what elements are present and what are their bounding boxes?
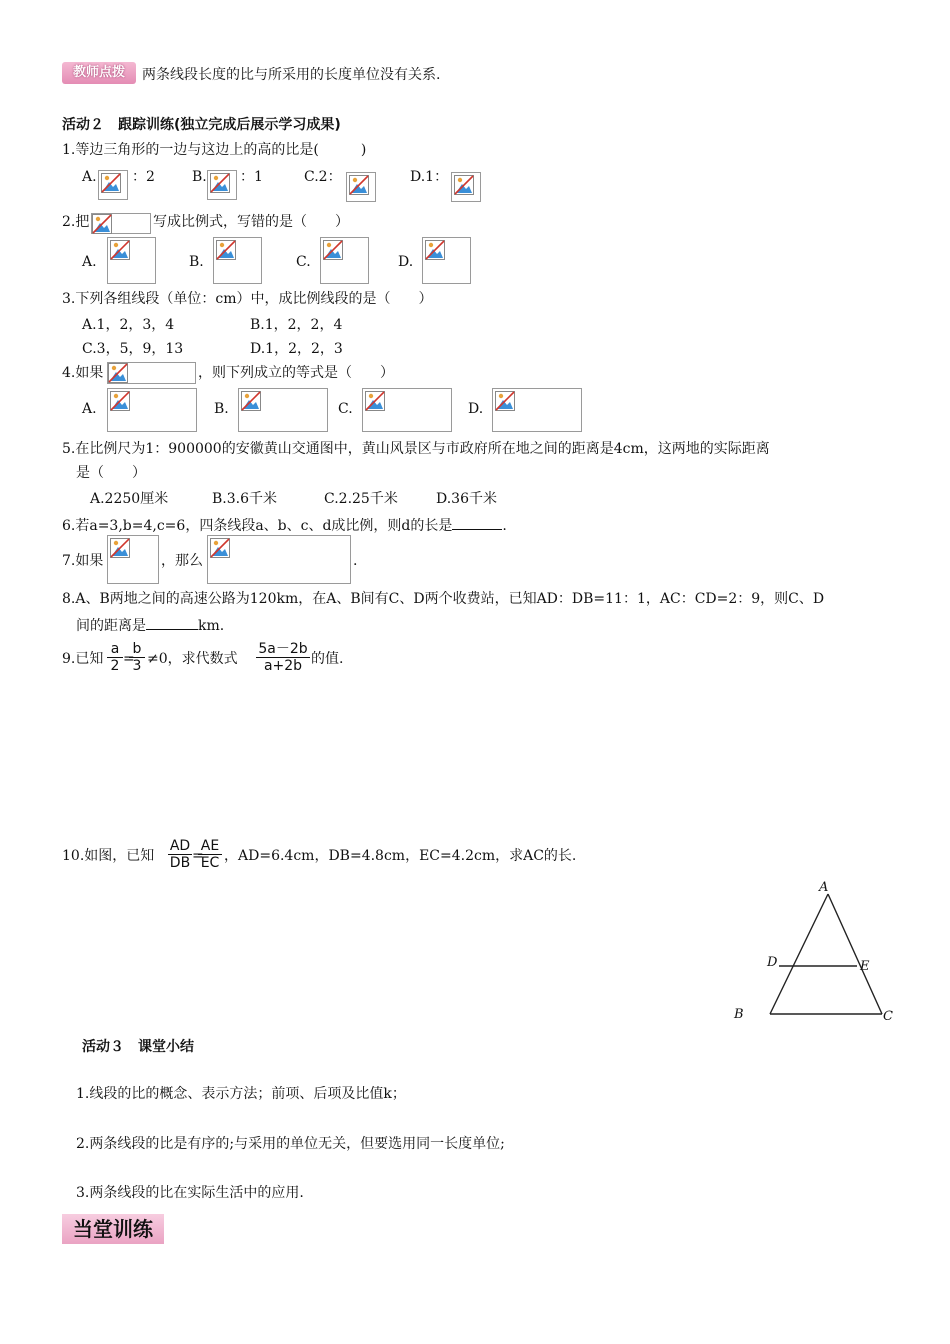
q5-option-b: B.3.6千米	[212, 491, 278, 507]
q1-option-a: A.	[82, 169, 97, 185]
q2-b-image	[213, 237, 262, 284]
broken-image-icon	[323, 240, 343, 260]
broken-image-icon	[216, 240, 236, 260]
q3-stem: 3.下列各组线段（单位：cm）中，成比例线段的是（ ）	[62, 291, 433, 307]
q1-option-c: C.2：	[304, 169, 342, 185]
q10-fraction-ae-ec	[198, 838, 222, 871]
q9-neq: ≠0，求代数式	[147, 651, 238, 667]
broken-image-icon	[92, 214, 112, 234]
q9-equals: =	[123, 651, 135, 667]
activity2-heading: 活动２ 跟踪训练(独立完成后展示学习成果)	[62, 117, 341, 133]
q5-option-c: C.2.25千米	[324, 491, 398, 507]
q10-f1-den: DB	[169, 855, 191, 871]
q4-b-image	[238, 388, 328, 432]
q5-line1: 5.在比例尺为1：900000的安徽黄山交通图中，黄山风景区与市政府所在地之间的距离是4cm，这两地的实际距离	[62, 441, 770, 457]
q5-option-d: D.36千米	[436, 491, 497, 507]
q8-line1: 8.A、B两地之间的高速公路为120km，在A、B间有C、D两个收费站，已知AD：DB=11：1，AC：CD=2：9，则C、D	[62, 591, 825, 607]
q5-line2: 是（ ）	[76, 465, 146, 481]
teacher-tip-text: 两条线段长度的比与所采用的长度单位没有关系.	[142, 67, 441, 83]
q3-option-a: A.1，2，3，4	[82, 317, 175, 333]
broken-image-icon	[349, 175, 369, 195]
q7-pre: 7.如果	[62, 553, 104, 569]
q9-post: 的值.	[311, 651, 344, 667]
q3-option-b: B.1，2，2，4	[250, 317, 343, 333]
practice-badge: 当堂训练	[62, 1214, 164, 1244]
broken-image-icon	[454, 175, 474, 195]
q7-mid: ，那么	[161, 553, 203, 569]
broken-image-icon	[495, 391, 515, 411]
q10-f2-num: AE	[198, 838, 222, 855]
q10-f1-num: AD	[169, 838, 191, 854]
broken-image-icon	[365, 391, 385, 411]
q4-c-image	[362, 388, 452, 432]
broken-image-icon	[425, 240, 445, 260]
q10-equals: =	[192, 848, 204, 864]
triangle-figure	[730, 876, 900, 1026]
q9-pre: 9.已知	[62, 651, 104, 667]
q1-a-tail: ：2	[132, 169, 155, 185]
q2-c-image	[320, 237, 369, 284]
q4-d-image	[492, 388, 582, 432]
label-b: B	[734, 1007, 744, 1022]
side-ab	[770, 894, 828, 1014]
q1-b-tail: ：1	[240, 169, 263, 185]
broken-image-icon	[110, 538, 130, 558]
q1-stem: 1.等边三角形的一边与这边上的高的比是( )	[62, 142, 367, 158]
q4-option-d: D.	[468, 401, 484, 417]
q8-line2	[76, 615, 224, 635]
q6-text	[62, 515, 507, 535]
broken-image-icon	[241, 391, 261, 411]
q4-option-c: C.	[338, 401, 353, 417]
broken-image-icon	[110, 391, 130, 411]
q4-option-b: B.	[214, 401, 229, 417]
q2-option-d: D.	[398, 254, 414, 270]
q1-b-image	[207, 170, 237, 200]
q2-option-a: A.	[82, 254, 97, 270]
broken-image-icon	[101, 173, 121, 193]
q8-line2-pre: 间的距离是	[76, 618, 146, 634]
q1-d-image	[451, 172, 481, 202]
summary-item-2: 2.两条线段的比是有序的;与采用的单位无关，但要选用同一长度单位;	[76, 1136, 505, 1152]
q4-stem-post: ，则下列成立的等式是（ ）	[198, 365, 394, 381]
broken-image-icon	[210, 173, 230, 193]
q2-stem-pre: 2.把	[62, 214, 90, 230]
broken-image-icon	[210, 538, 230, 558]
q8-answer-blank[interactable]	[146, 615, 198, 630]
q9-fraction-b-over-3	[129, 641, 145, 674]
q9-fraction-expression	[256, 641, 310, 674]
activity3-heading: 活动３ 课堂小结	[82, 1039, 194, 1055]
label-c: C	[883, 1009, 893, 1024]
q2-option-c: C.	[296, 254, 311, 270]
q8-line2-post: km.	[198, 618, 225, 634]
q9-f1-num: a	[107, 641, 123, 658]
q7-end: .	[353, 553, 358, 569]
q7-result-image	[207, 535, 351, 584]
q3-option-c: C.3，5，9，13	[82, 341, 184, 357]
q9-f3-num: 5a－2b	[256, 641, 310, 658]
q2-a-image	[107, 237, 156, 284]
q10-fraction-ad-db	[168, 838, 192, 871]
q4-a-image	[107, 388, 197, 432]
q9-f3-den: a+2b	[263, 658, 303, 674]
label-a: A	[819, 880, 829, 895]
teacher-tip-badge: 教师点拨	[62, 62, 136, 84]
q10-f2-den: EC	[200, 855, 220, 871]
q1-a-image	[98, 170, 128, 200]
broken-image-icon	[110, 240, 130, 260]
q9-f1-den: 2	[110, 658, 120, 674]
broken-image-icon	[108, 363, 128, 383]
q1-c-image	[346, 172, 376, 202]
q1-option-b: B.	[192, 169, 207, 185]
label-e: E	[860, 959, 870, 974]
summary-item-1: 1.线段的比的概念、表示方法；前项、后项及比值k；	[76, 1086, 406, 1102]
q6-answer-blank[interactable]	[452, 515, 502, 530]
q7-condition-image	[107, 535, 159, 584]
q3-option-d: D.1，2，2，3	[250, 341, 343, 357]
q4-stem-image	[107, 362, 196, 384]
q6-text-end: .	[502, 518, 507, 534]
q4-stem-pre: 4.如果	[62, 365, 104, 381]
q5-option-a: A.2250厘米	[90, 491, 169, 507]
q10-pre: 10.如图，已知	[62, 848, 155, 864]
q6-text-main: 6.若a=3,b=4,c=6，四条线段a、b、c、d成比例，则d的长是	[62, 518, 453, 534]
q10-post: ，AD=6.4cm，DB=4.8cm，EC=4.2cm，求AC的长.	[224, 848, 577, 864]
q4-option-a: A.	[82, 401, 97, 417]
side-ac	[828, 894, 882, 1014]
q2-option-b: B.	[189, 254, 204, 270]
q2-d-image	[422, 237, 471, 284]
q2-stem-post: 写成比例式，写错的是（ ）	[153, 214, 349, 230]
summary-item-3: 3.两条线段的比在实际生活中的应用.	[76, 1185, 304, 1201]
q9-f2-num: b	[129, 641, 145, 658]
q1-option-d: D.1：	[410, 169, 449, 185]
label-d: D	[767, 955, 778, 970]
q9-fraction-a-over-2	[107, 641, 123, 674]
q9-f2-den: 3	[132, 658, 142, 674]
q2-stem-image	[91, 213, 151, 234]
